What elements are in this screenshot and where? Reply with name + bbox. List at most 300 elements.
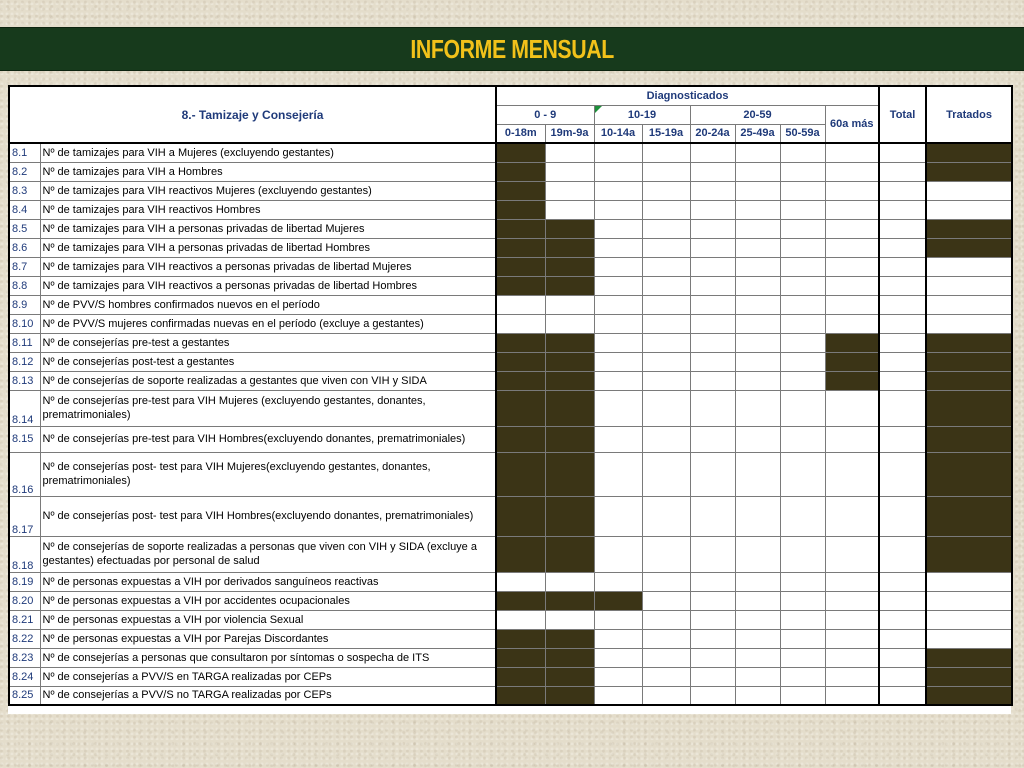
cell-15-19a[interactable]: [642, 610, 690, 629]
cell-60-mas[interactable]: [825, 181, 879, 200]
report-table: [8, 85, 1013, 706]
cell-50-59a[interactable]: [780, 257, 825, 276]
cell-25-49a[interactable]: [735, 610, 780, 629]
row-description: Nº de tamizajes para VIH a personas privadas de libertad Hombres: [40, 238, 496, 257]
cell-10-14a: [594, 591, 642, 610]
row-number: 8.17: [9, 496, 40, 536]
cell-20-24a[interactable]: [690, 257, 735, 276]
subcol-0-18m: 0-18m: [496, 124, 545, 143]
row-description: Nº de personas expuestas a VIH por Parejas Discordantes: [40, 629, 496, 648]
cell-60-mas[interactable]: [825, 162, 879, 181]
cell-15-19a[interactable]: [642, 276, 690, 295]
cell-60-mas[interactable]: [825, 667, 879, 686]
cell-15-19a[interactable]: [642, 452, 690, 496]
cell-50-59a[interactable]: [780, 219, 825, 238]
cell-15-19a[interactable]: [642, 648, 690, 667]
row-description: Nº de PVV/S hombres confirmados nuevos en el período: [40, 295, 496, 314]
cell-50-59a[interactable]: [780, 200, 825, 219]
row-number: 8.21: [9, 610, 40, 629]
cell-10-14a[interactable]: [594, 426, 642, 452]
cell-50-59a[interactable]: [780, 295, 825, 314]
group-20-59: 20-59: [690, 105, 825, 124]
cell-15-19a[interactable]: [642, 496, 690, 536]
cell-50-59a[interactable]: [780, 667, 825, 686]
cell-60-mas[interactable]: [825, 257, 879, 276]
cell-0-18m: [496, 426, 545, 452]
subcol-25-49a: 25-49a: [735, 124, 780, 143]
cell-60-mas[interactable]: [825, 536, 879, 572]
row-description: Nº de consejerías pre-test para VIH Mujeres (excluyendo gestantes, donantes, prematrimoniales): [40, 390, 496, 426]
cell-50-59a[interactable]: [780, 452, 825, 496]
cell-15-19a[interactable]: [642, 295, 690, 314]
cell-15-19a[interactable]: [642, 238, 690, 257]
cell-19m-9a: [545, 276, 594, 295]
row-description: Nº de consejerías post-test a gestantes: [40, 352, 496, 371]
cell-tratados[interactable]: [926, 276, 1012, 295]
cell-20-24a[interactable]: [690, 143, 735, 162]
total-header: Total: [879, 86, 926, 143]
cell-tratados: [926, 333, 1012, 352]
cell-total[interactable]: [879, 371, 926, 390]
cell-10-14a[interactable]: [594, 452, 642, 496]
cell-15-19a[interactable]: [642, 390, 690, 426]
cell-25-49a[interactable]: [735, 314, 780, 333]
cell-10-14a[interactable]: [594, 390, 642, 426]
cell-20-24a[interactable]: [690, 371, 735, 390]
row-description: Nº de tamizajes para VIH a Mujeres (excluyendo gestantes): [40, 143, 496, 162]
row-description: Nº de tamizajes para VIH reactivos Mujeres (excluyendo gestantes): [40, 181, 496, 200]
table-row: [9, 162, 1012, 181]
cell-20-24a[interactable]: [690, 162, 735, 181]
cell-0-18m[interactable]: [496, 572, 545, 591]
cell-25-49a[interactable]: [735, 143, 780, 162]
cell-60-mas[interactable]: [825, 629, 879, 648]
cell-19m-9a[interactable]: [545, 314, 594, 333]
row-description: Nº de consejerías post- test para VIH Hombres(excluyendo donantes, prematrimoniales): [40, 496, 496, 536]
cell-10-14a[interactable]: [594, 667, 642, 686]
cell-15-19a[interactable]: [642, 686, 690, 705]
row-description: Nº de personas expuestas a VIH por derivados sanguíneos reactivas: [40, 572, 496, 591]
row-description: Nº de personas expuestas a VIH por accidentes ocupacionales: [40, 591, 496, 610]
cell-10-14a[interactable]: [594, 629, 642, 648]
cell-50-59a[interactable]: [780, 610, 825, 629]
row-description: Nº de tamizajes para VIH reactivos Hombres: [40, 200, 496, 219]
cell-15-19a[interactable]: [642, 200, 690, 219]
cell-10-14a[interactable]: [594, 610, 642, 629]
cell-25-49a[interactable]: [735, 295, 780, 314]
cell-60-mas[interactable]: [825, 426, 879, 452]
cell-total[interactable]: [879, 648, 926, 667]
cell-60-mas[interactable]: [825, 686, 879, 705]
table-row: [9, 629, 1012, 648]
cell-0-18m: [496, 200, 545, 219]
row-number: 8.16: [9, 452, 40, 496]
cell-tratados: [926, 536, 1012, 572]
cell-25-49a[interactable]: [735, 333, 780, 352]
row-number: 8.11: [9, 333, 40, 352]
cell-10-14a[interactable]: [594, 200, 642, 219]
cell-25-49a[interactable]: [735, 162, 780, 181]
cell-total[interactable]: [879, 314, 926, 333]
cell-25-49a[interactable]: [735, 629, 780, 648]
cell-20-24a[interactable]: [690, 238, 735, 257]
cell-60-mas[interactable]: [825, 295, 879, 314]
cell-tratados[interactable]: [926, 591, 1012, 610]
cell-15-19a[interactable]: [642, 162, 690, 181]
cell-0-18m: [496, 219, 545, 238]
cell-0-18m: [496, 536, 545, 572]
row-number: 8.10: [9, 314, 40, 333]
cell-19m-9a: [545, 648, 594, 667]
cell-total[interactable]: [879, 143, 926, 162]
cell-60-mas[interactable]: [825, 276, 879, 295]
cell-19m-9a: [545, 238, 594, 257]
cell-10-14a[interactable]: [594, 536, 642, 572]
cell-15-19a[interactable]: [642, 629, 690, 648]
group-60-mas: 60a más: [825, 105, 879, 143]
row-number: 8.8: [9, 276, 40, 295]
cell-tratados: [926, 686, 1012, 705]
cell-0-18m: [496, 496, 545, 536]
subcol-19m-9a: 19m-9a: [545, 124, 594, 143]
cell-total[interactable]: [879, 238, 926, 257]
cell-60-mas[interactable]: [825, 648, 879, 667]
cell-total[interactable]: [879, 162, 926, 181]
cell-15-19a[interactable]: [642, 536, 690, 572]
cell-10-14a[interactable]: [594, 276, 642, 295]
cell-total[interactable]: [879, 426, 926, 452]
table-row: [9, 219, 1012, 238]
cell-10-14a[interactable]: [594, 333, 642, 352]
cell-50-59a[interactable]: [780, 276, 825, 295]
cell-20-24a[interactable]: [690, 295, 735, 314]
cell-19m-9a: [545, 452, 594, 496]
row-description: Nº de consejerías pre-test para VIH Hombres(excluyendo donantes, prematrimoniales): [40, 426, 496, 452]
cell-15-19a[interactable]: [642, 333, 690, 352]
cell-50-59a[interactable]: [780, 371, 825, 390]
cell-tratados: [926, 648, 1012, 667]
cell-50-59a[interactable]: [780, 648, 825, 667]
cell-20-24a[interactable]: [690, 390, 735, 426]
cell-25-49a[interactable]: [735, 591, 780, 610]
cell-25-49a[interactable]: [735, 276, 780, 295]
cell-25-49a[interactable]: [735, 686, 780, 705]
cell-15-19a[interactable]: [642, 257, 690, 276]
cell-60-mas[interactable]: [825, 143, 879, 162]
cell-20-24a[interactable]: [690, 591, 735, 610]
cell-total[interactable]: [879, 181, 926, 200]
cell-50-59a[interactable]: [780, 143, 825, 162]
cell-19m-9a[interactable]: [545, 572, 594, 591]
row-number: 8.18: [9, 536, 40, 572]
cell-tratados[interactable]: [926, 200, 1012, 219]
cell-25-49a[interactable]: [735, 572, 780, 591]
cell-60-mas[interactable]: [825, 610, 879, 629]
cell-0-18m: [496, 452, 545, 496]
subcol-20-24a: 20-24a: [690, 124, 735, 143]
cell-total[interactable]: [879, 452, 926, 496]
table-row: [9, 426, 1012, 452]
cell-10-14a[interactable]: [594, 162, 642, 181]
cell-0-18m: [496, 648, 545, 667]
cell-total[interactable]: [879, 536, 926, 572]
cell-10-14a[interactable]: [594, 496, 642, 536]
cell-20-24a[interactable]: [690, 572, 735, 591]
cell-60-mas[interactable]: [825, 452, 879, 496]
row-number: 8.12: [9, 352, 40, 371]
cell-15-19a[interactable]: [642, 219, 690, 238]
cell-50-59a[interactable]: [780, 238, 825, 257]
row-number: 8.6: [9, 238, 40, 257]
cell-total[interactable]: [879, 629, 926, 648]
cell-15-19a[interactable]: [642, 371, 690, 390]
cell-50-59a[interactable]: [780, 352, 825, 371]
cell-10-14a[interactable]: [594, 648, 642, 667]
row-description: Nº de tamizajes para VIH a personas privadas de libertad Mujeres: [40, 219, 496, 238]
cell-total[interactable]: [879, 667, 926, 686]
table-row: [9, 314, 1012, 333]
cell-0-18m[interactable]: [496, 295, 545, 314]
cell-tratados[interactable]: [926, 314, 1012, 333]
cell-19m-9a[interactable]: [545, 295, 594, 314]
cell-19m-9a[interactable]: [545, 181, 594, 200]
cell-tratados: [926, 390, 1012, 426]
cell-15-19a[interactable]: [642, 314, 690, 333]
cell-25-49a[interactable]: [735, 257, 780, 276]
group-0-9: 0 - 9: [496, 105, 594, 124]
subcol-50-59a: 50-59a: [780, 124, 825, 143]
cell-19m-9a[interactable]: [545, 610, 594, 629]
cell-10-14a[interactable]: [594, 371, 642, 390]
cell-25-49a[interactable]: [735, 452, 780, 496]
row-number: 8.3: [9, 181, 40, 200]
cell-10-14a[interactable]: [594, 314, 642, 333]
cell-20-24a[interactable]: [690, 276, 735, 295]
cell-tratados[interactable]: [926, 572, 1012, 591]
cell-60-mas[interactable]: [825, 219, 879, 238]
cell-10-14a[interactable]: [594, 219, 642, 238]
spreadsheet: [8, 85, 1011, 714]
cell-60-mas[interactable]: [825, 200, 879, 219]
cell-total[interactable]: [879, 257, 926, 276]
row-number: 8.1: [9, 143, 40, 162]
cell-total[interactable]: [879, 295, 926, 314]
cell-20-24a[interactable]: [690, 200, 735, 219]
table-row: [9, 143, 1012, 162]
row-number: 8.4: [9, 200, 40, 219]
cell-10-14a[interactable]: [594, 572, 642, 591]
cell-25-49a[interactable]: [735, 496, 780, 536]
table-row: [9, 200, 1012, 219]
table-row: [9, 648, 1012, 667]
cell-60-mas[interactable]: [825, 591, 879, 610]
cell-tratados: [926, 219, 1012, 238]
cell-0-18m: [496, 629, 545, 648]
cell-total[interactable]: [879, 686, 926, 705]
row-description: Nº de tamizajes para VIH reactivos a personas privadas de libertad Mujeres: [40, 257, 496, 276]
cell-20-24a[interactable]: [690, 648, 735, 667]
cell-15-19a[interactable]: [642, 181, 690, 200]
cell-25-49a[interactable]: [735, 667, 780, 686]
cell-50-59a[interactable]: [780, 572, 825, 591]
table-row: [9, 181, 1012, 200]
group-10-19: 10-19: [594, 105, 690, 124]
row-number: 8.9: [9, 295, 40, 314]
cell-0-18m: [496, 181, 545, 200]
page-title: INFORME MENSUAL: [410, 33, 614, 64]
tratados-header: Tratados: [926, 86, 1012, 143]
table-row: [9, 352, 1012, 371]
cell-tratados[interactable]: [926, 610, 1012, 629]
cell-tratados[interactable]: [926, 295, 1012, 314]
cell-total[interactable]: [879, 591, 926, 610]
cell-50-59a[interactable]: [780, 496, 825, 536]
cell-15-19a[interactable]: [642, 591, 690, 610]
cell-20-24a[interactable]: [690, 314, 735, 333]
cell-25-49a[interactable]: [735, 426, 780, 452]
cell-19m-9a: [545, 390, 594, 426]
row-description: Nº de consejerías a PVV/S no TARGA realizadas por CEPs: [40, 686, 496, 705]
cell-10-14a[interactable]: [594, 686, 642, 705]
cell-total[interactable]: [879, 572, 926, 591]
cell-50-59a[interactable]: [780, 591, 825, 610]
cell-25-49a[interactable]: [735, 238, 780, 257]
cell-25-49a[interactable]: [735, 371, 780, 390]
cell-19m-9a: [545, 333, 594, 352]
cell-0-18m[interactable]: [496, 610, 545, 629]
cell-10-14a[interactable]: [594, 257, 642, 276]
cell-19m-9a: [545, 496, 594, 536]
cell-20-24a[interactable]: [690, 536, 735, 572]
cell-20-24a[interactable]: [690, 667, 735, 686]
row-description: Nº de consejerías pre-test a gestantes: [40, 333, 496, 352]
row-number: 8.5: [9, 219, 40, 238]
cell-15-19a[interactable]: [642, 667, 690, 686]
table-row: [9, 371, 1012, 390]
diagnosticados-header: Diagnosticados: [496, 86, 879, 105]
cell-50-59a[interactable]: [780, 629, 825, 648]
cell-20-24a[interactable]: [690, 333, 735, 352]
cell-25-49a[interactable]: [735, 648, 780, 667]
cell-0-18m: [496, 686, 545, 705]
cell-10-14a[interactable]: [594, 143, 642, 162]
cell-total[interactable]: [879, 352, 926, 371]
cell-60-mas[interactable]: [825, 314, 879, 333]
cell-19m-9a: [545, 536, 594, 572]
cell-total[interactable]: [879, 219, 926, 238]
cell-25-49a[interactable]: [735, 219, 780, 238]
cell-20-24a[interactable]: [690, 610, 735, 629]
cell-19m-9a: [545, 686, 594, 705]
cell-15-19a[interactable]: [642, 352, 690, 371]
table-row: [9, 536, 1012, 572]
cell-20-24a[interactable]: [690, 686, 735, 705]
row-number: 8.24: [9, 667, 40, 686]
cell-50-59a[interactable]: [780, 333, 825, 352]
cell-tratados[interactable]: [926, 629, 1012, 648]
cell-25-49a[interactable]: [735, 200, 780, 219]
cell-10-14a[interactable]: [594, 181, 642, 200]
cell-total[interactable]: [879, 276, 926, 295]
cell-60-mas[interactable]: [825, 572, 879, 591]
cell-total[interactable]: [879, 496, 926, 536]
cell-25-49a[interactable]: [735, 181, 780, 200]
row-number: 8.7: [9, 257, 40, 276]
cell-50-59a[interactable]: [780, 181, 825, 200]
cell-15-19a[interactable]: [642, 572, 690, 591]
cell-19m-9a: [545, 667, 594, 686]
cell-19m-9a[interactable]: [545, 200, 594, 219]
table-row: [9, 610, 1012, 629]
cell-20-24a[interactable]: [690, 219, 735, 238]
row-description: Nº de tamizajes para VIH a Hombres: [40, 162, 496, 181]
cell-0-18m: [496, 257, 545, 276]
cell-total[interactable]: [879, 610, 926, 629]
row-description: Nº de consejerías post- test para VIH Mujeres(excluyendo gestantes, donantes, prematrimoniales): [40, 452, 496, 496]
cell-total[interactable]: [879, 200, 926, 219]
cell-tratados: [926, 162, 1012, 181]
cell-50-59a[interactable]: [780, 426, 825, 452]
cell-10-14a[interactable]: [594, 295, 642, 314]
cell-tratados: [926, 143, 1012, 162]
cell-20-24a[interactable]: [690, 452, 735, 496]
cell-10-14a[interactable]: [594, 352, 642, 371]
cell-25-49a[interactable]: [735, 390, 780, 426]
cell-50-59a[interactable]: [780, 390, 825, 426]
cell-20-24a[interactable]: [690, 496, 735, 536]
cell-25-49a[interactable]: [735, 536, 780, 572]
table-row: [9, 295, 1012, 314]
cell-0-18m: [496, 352, 545, 371]
cell-tratados[interactable]: [926, 181, 1012, 200]
cell-tratados[interactable]: [926, 257, 1012, 276]
cell-50-59a[interactable]: [780, 314, 825, 333]
cell-20-24a[interactable]: [690, 629, 735, 648]
cell-25-49a[interactable]: [735, 352, 780, 371]
cell-0-18m: [496, 667, 545, 686]
title-banner: [0, 27, 1024, 71]
cell-60-mas[interactable]: [825, 238, 879, 257]
cell-60-mas: [825, 352, 879, 371]
cell-total[interactable]: [879, 333, 926, 352]
cell-15-19a[interactable]: [642, 426, 690, 452]
row-number: 8.2: [9, 162, 40, 181]
cell-20-24a[interactable]: [690, 181, 735, 200]
table-row: [9, 496, 1012, 536]
cell-60-mas[interactable]: [825, 390, 879, 426]
cell-19m-9a[interactable]: [545, 143, 594, 162]
table-row: [9, 591, 1012, 610]
cell-10-14a[interactable]: [594, 238, 642, 257]
row-number: 8.25: [9, 686, 40, 705]
cell-0-18m: [496, 390, 545, 426]
cell-20-24a[interactable]: [690, 352, 735, 371]
row-number: 8.22: [9, 629, 40, 648]
cell-19m-9a[interactable]: [545, 162, 594, 181]
row-number: 8.23: [9, 648, 40, 667]
cell-50-59a[interactable]: [780, 162, 825, 181]
cell-50-59a[interactable]: [780, 536, 825, 572]
cell-15-19a[interactable]: [642, 143, 690, 162]
cell-50-59a[interactable]: [780, 686, 825, 705]
cell-total[interactable]: [879, 390, 926, 426]
cell-0-18m: [496, 371, 545, 390]
cell-19m-9a: [545, 352, 594, 371]
cell-0-18m[interactable]: [496, 314, 545, 333]
table-row: [9, 238, 1012, 257]
cell-20-24a[interactable]: [690, 426, 735, 452]
cell-60-mas[interactable]: [825, 496, 879, 536]
